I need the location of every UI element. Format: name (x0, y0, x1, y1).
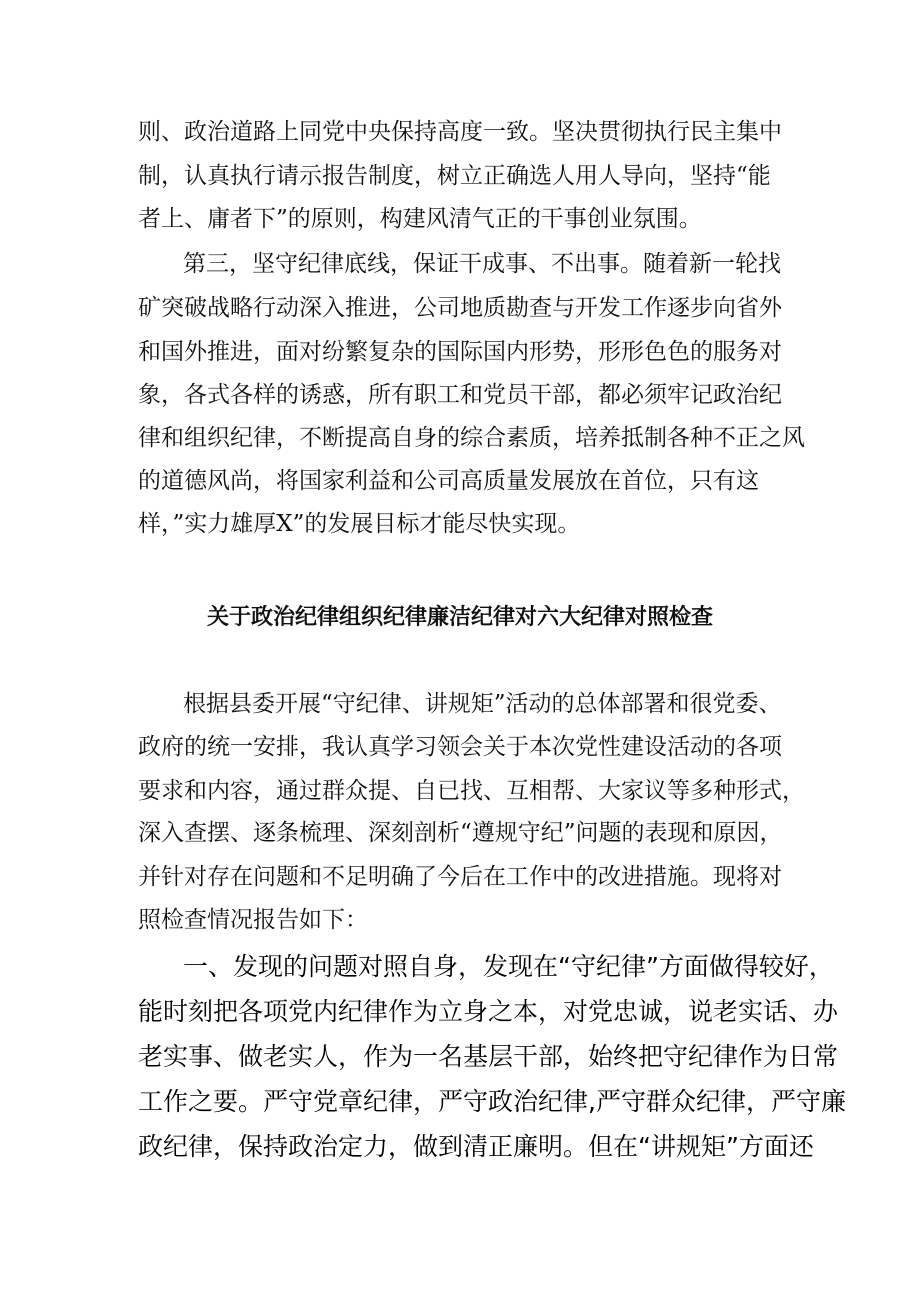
paragraph-line: 律和组织纪律，不断提高自身的综合素质，培养抵制各种不正之风 (138, 425, 805, 451)
paragraph-line: 根据县委开展“守纪律、讲规矩”活动的总体部署和很党委、 (183, 691, 782, 717)
paragraph-line: 制，认真执行请示报告制度，树立正确选人用人导向，坚持“能 (138, 163, 771, 189)
paragraph-line: 深入查摆、逐条梳理、深刻剖析“遵规守纪”问题的表现和原因， (138, 820, 783, 846)
paragraph-line: 工作之要。严守党章纪律，严守政治纪律,严守群众纪律，严守廉 (138, 1087, 846, 1116)
paragraph-line: 象，各式各样的诱惑，所有职工和党员干部，都必须牢记政治纪 (138, 382, 782, 408)
paragraph-line: 老实事、做老实人，作为一名基层干部，始终把守纪律作为日常 (138, 1042, 839, 1071)
paragraph-line: 政府的统一安排，我认真学习领会关于本次党性建设活动的各项 (138, 734, 782, 760)
paragraph-line: 政纪律，保持政治定力，做到清正廉明。但在“讲规矩”方面还 (138, 1132, 814, 1161)
paragraph-line: 矿突破战略行动深入推进，公司地质勘查与开发工作逐步向省外 (138, 295, 782, 321)
paragraph-line: 第三，坚守纪律底线，保证干成事、不出事。随着新一轮找 (183, 251, 781, 277)
paragraph-line: 样，”实力雄厚X”的发展目标才能尽快实现。 (138, 511, 581, 537)
paragraph-line: 能时刻把各项党内纪律作为立身之本，对党忠诚，说老实话、办 (138, 997, 839, 1026)
section-heading: 关于政治纪律组织纪律廉洁纪律对六大纪律对照检查 (206, 605, 713, 630)
paragraph-line: 照检查情况报告如下： (138, 907, 368, 933)
paragraph-line: 一、发现的问题对照自身，发现在“守纪律”方面做得较好， (183, 952, 834, 981)
paragraph-line: 并针对存在问题和不足明确了今后在工作中的改进措施。现将对 (138, 864, 782, 890)
paragraph-line: 则、政治道路上同党中央保持高度一致。坚决贯彻执行民主集中 (138, 119, 782, 145)
paragraph-line: 者上、庸者下”的原则，构建风清气正的干事创业氛围。 (138, 206, 702, 232)
paragraph-line: 和国外推进，面对纷繁复杂的国际国内形势，形形色色的服务对 (138, 339, 782, 365)
paragraph-line: 的道德风尚，将国家利益和公司高质量发展放在首位，只有这 (138, 468, 759, 494)
paragraph-line: 要求和内容，通过群众提、自已找、互相帮、大家议等多种形式， (138, 778, 805, 804)
